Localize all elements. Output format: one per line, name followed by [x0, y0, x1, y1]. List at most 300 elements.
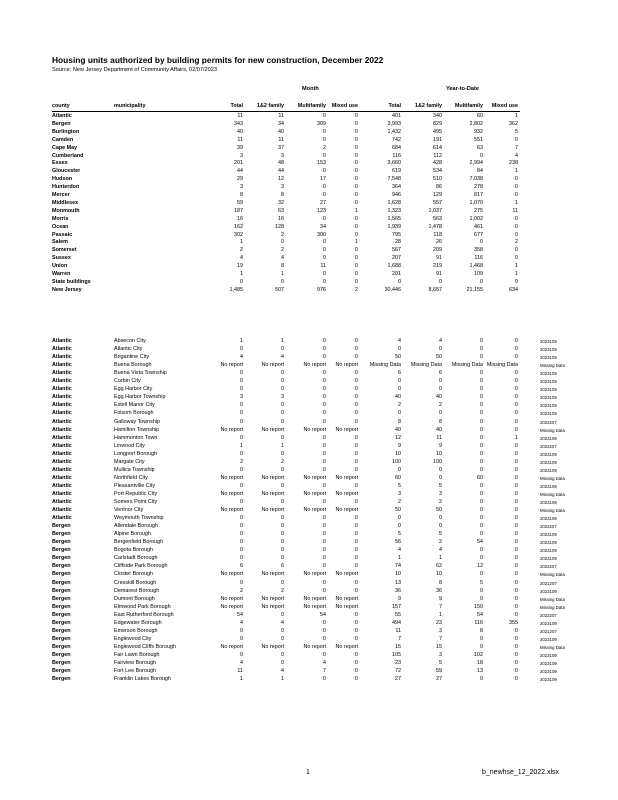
cell-value: 0: [515, 563, 518, 570]
county-name: Atlantic: [52, 370, 72, 377]
county-name: Morris: [52, 215, 69, 222]
cell-value: 0: [355, 555, 358, 562]
cell-value: 0: [355, 619, 358, 626]
cell-value: 0: [323, 136, 326, 143]
cell-value: No report: [335, 507, 358, 514]
cell-value: 0: [281, 370, 284, 377]
cell-value: 300: [317, 231, 326, 238]
municipality-name: Franklin Lakes Borough: [114, 676, 171, 683]
cell-value: 0: [355, 215, 358, 222]
cell-value: 0: [439, 515, 442, 522]
cell-value: 0: [355, 136, 358, 143]
county-name: Atlantic: [52, 442, 72, 449]
cell-value: 932: [474, 128, 483, 135]
cell-value: No report: [261, 362, 284, 369]
county-name: Atlantic: [52, 362, 72, 369]
municipality-row: [0, 571, 618, 578]
cell-value: 74: [395, 563, 401, 570]
cell-value: 0: [439, 378, 442, 385]
cell-value: 0: [323, 531, 326, 538]
cell-value: 0: [355, 271, 358, 277]
municipality-name: Linwood City: [114, 442, 145, 449]
cell-value: 0: [355, 660, 358, 666]
cell-value: 0: [240, 579, 243, 586]
cell-value: 302: [234, 231, 243, 238]
county-name: Atlantic: [52, 354, 72, 361]
cell-value: 2: [439, 539, 442, 546]
cell-value: No report: [220, 571, 243, 578]
cell-value: 0: [480, 418, 483, 425]
municipality-name: Ventnor City: [114, 507, 144, 514]
municipality-name: Egg Harbor City: [114, 386, 153, 393]
county-name: Middlesex: [52, 199, 79, 206]
cell-value: 494: [392, 619, 401, 626]
cell-value: 0: [240, 278, 243, 285]
cell-value: 0: [240, 410, 243, 417]
cell-value: 2: [439, 499, 442, 505]
cell-value: 63: [278, 207, 284, 214]
cell-value: No report: [261, 426, 284, 433]
cell-value: 401: [392, 113, 401, 119]
cell-value: 0: [355, 531, 358, 538]
cell-value: 0: [439, 346, 442, 353]
cell-value: No report: [335, 571, 358, 578]
county-row: [0, 247, 618, 254]
cell-value: 0: [355, 231, 358, 238]
cell-value: 162: [234, 223, 243, 230]
cell-value: No report: [335, 474, 358, 481]
municipality-name: Folsom Borough: [114, 410, 154, 417]
cell-value: 207: [392, 255, 401, 262]
cell-value: 10: [395, 571, 401, 578]
cell-value: 37: [278, 144, 284, 151]
group-header-ytd: Year-to-Date: [446, 86, 479, 92]
cell-value: 0: [323, 482, 326, 489]
county-name: Burlington: [52, 128, 80, 135]
report-date: 2023109: [540, 403, 557, 409]
cell-value: 23: [395, 660, 401, 666]
municipality-name: Margate City: [114, 458, 145, 465]
cell-value: 0: [398, 386, 401, 393]
cell-value: 0: [515, 247, 518, 254]
cell-value: 0: [515, 386, 518, 393]
cell-value: 0: [515, 571, 518, 578]
county-name: Bergen: [52, 539, 71, 546]
report-date: 2023109: [540, 620, 557, 626]
county-row: [0, 153, 618, 160]
cell-value: 0: [480, 635, 483, 642]
municipality-row: [0, 652, 618, 659]
cell-value: 0: [515, 418, 518, 425]
cell-value: 5: [398, 482, 401, 489]
municipality-row: [0, 483, 618, 490]
cell-value: 3: [240, 394, 243, 401]
municipality-row: [0, 539, 618, 546]
cell-value: 5: [439, 531, 442, 538]
municipality-name: Brigantine City: [114, 354, 150, 361]
county-row: [0, 113, 618, 120]
col-ytd-total: Total: [388, 103, 401, 109]
municipality-name: Port Republic City: [114, 490, 158, 497]
county-name: Union: [52, 263, 68, 270]
cell-value: 2: [281, 587, 284, 594]
cell-value: 62: [436, 563, 442, 570]
cell-value: 0: [480, 450, 483, 457]
cell-value: 2: [355, 286, 358, 293]
county-name: Atlantic: [52, 507, 72, 514]
cell-value: 1,688: [387, 263, 401, 270]
cell-value: 0: [281, 450, 284, 457]
municipality-row: [0, 612, 618, 619]
cell-value: 0: [281, 523, 284, 530]
cell-value: No report: [303, 571, 326, 578]
cell-value: 1,432: [387, 128, 401, 135]
cell-value: 0: [355, 152, 358, 159]
cell-value: 1,323: [387, 207, 401, 214]
county-name: Atlantic: [52, 113, 72, 119]
cell-value: 358: [474, 247, 483, 254]
county-name: Atlantic: [52, 482, 72, 489]
cell-value: 0: [515, 184, 518, 191]
cell-value: 0: [480, 466, 483, 473]
cell-value: 0: [398, 466, 401, 473]
cell-value: 9: [398, 595, 401, 602]
county-name: Hunterdon: [52, 184, 80, 191]
cell-value: 0: [355, 434, 358, 441]
cell-value: 0: [240, 555, 243, 562]
cell-value: 7: [323, 668, 326, 675]
cell-value: 0: [281, 579, 284, 586]
report-date: 2023207: [540, 443, 557, 449]
cell-value: No report: [261, 490, 284, 497]
report-date: 2023109: [540, 379, 557, 385]
cell-value: 0: [515, 466, 518, 473]
report-date: Missing Data: [540, 427, 565, 433]
municipality-name: Galloway Township: [114, 418, 161, 425]
municipality-row: [0, 523, 618, 530]
cell-value: 40: [395, 394, 401, 401]
cell-value: 0: [323, 434, 326, 441]
cell-value: 2: [398, 499, 401, 505]
cell-value: 0: [480, 346, 483, 353]
cell-value: 1: [439, 555, 442, 562]
cell-value: 9: [439, 595, 442, 602]
cell-value: 3: [281, 184, 284, 191]
county-name: Bergen: [52, 651, 71, 658]
cell-value: 59: [237, 199, 243, 206]
cell-value: 0: [515, 223, 518, 230]
cell-value: 0: [323, 239, 326, 246]
cell-value: 1: [355, 207, 358, 214]
cell-value: 27: [436, 676, 442, 683]
cell-value: 8: [439, 418, 442, 425]
cell-value: 8: [398, 418, 401, 425]
county-name: Camden: [52, 136, 74, 143]
cell-value: No report: [335, 362, 358, 369]
cell-value: 946: [392, 192, 401, 198]
cell-value: 1,070: [469, 199, 483, 206]
cell-value: 428: [433, 160, 442, 167]
cell-value: 4: [240, 660, 243, 666]
header-divider: [52, 111, 520, 112]
municipality-row: [0, 475, 618, 482]
cell-value: 63: [477, 144, 483, 151]
cell-value: 0: [355, 338, 358, 344]
cell-value: 8: [439, 579, 442, 586]
cell-value: 6: [281, 563, 284, 570]
cell-value: 0: [240, 635, 243, 642]
cell-value: 0: [281, 635, 284, 642]
municipality-row: [0, 410, 618, 417]
cell-value: No report: [261, 595, 284, 602]
cell-value: 7,038: [469, 176, 483, 183]
cell-value: 0: [480, 587, 483, 594]
report-date: 2023109: [540, 459, 557, 465]
cell-value: 40: [278, 128, 284, 135]
cell-value: 0: [355, 278, 358, 285]
county-name: Bergen: [52, 660, 71, 666]
cell-value: 91: [436, 271, 442, 277]
municipality-row: [0, 668, 618, 675]
cell-value: 0: [323, 587, 326, 594]
municipality-row: [0, 402, 618, 409]
cell-value: 0: [515, 555, 518, 562]
report-date: 2021207: [540, 628, 557, 634]
report-date: Missing Data: [540, 475, 565, 481]
cell-value: 44: [278, 168, 284, 175]
county-name: Hudson: [52, 176, 73, 183]
cell-value: 0: [480, 434, 483, 441]
county-row: [0, 271, 618, 278]
report-date: Missing Data: [540, 491, 565, 497]
cell-value: 0: [515, 370, 518, 377]
cell-value: 0: [240, 466, 243, 473]
cell-value: 105: [392, 651, 401, 658]
county-name: Somerset: [52, 247, 77, 254]
cell-value: 0: [281, 466, 284, 473]
municipality-name: Estell Manor City: [114, 402, 155, 409]
cell-value: 795: [392, 231, 401, 238]
municipality-row: [0, 604, 618, 611]
cell-value: 7: [398, 635, 401, 642]
cell-value: 40: [237, 128, 243, 135]
cell-value: No report: [303, 490, 326, 497]
cell-value: 48: [278, 160, 284, 167]
cell-value: 0: [355, 402, 358, 409]
cell-value: 1: [240, 442, 243, 449]
cell-value: 60: [395, 474, 401, 481]
cell-value: 27: [395, 676, 401, 683]
municipality-name: Bergenfield Borough: [114, 539, 164, 546]
cell-value: 59: [436, 668, 442, 675]
report-date: 2023109: [540, 411, 557, 417]
county-name: Salem: [52, 239, 68, 246]
county-row: [0, 137, 618, 144]
report-date: 2023109: [540, 588, 557, 594]
cell-value: 4: [323, 660, 326, 666]
report-date: Missing Data: [540, 604, 565, 610]
cell-value: 0: [355, 611, 358, 618]
municipality-row: [0, 507, 618, 514]
cell-value: No report: [261, 571, 284, 578]
report-date: 2023109: [540, 467, 557, 473]
cell-value: 0: [281, 482, 284, 489]
county-name: Atlantic: [52, 466, 72, 473]
cell-value: 0: [355, 223, 358, 230]
cell-value: No report: [220, 603, 243, 610]
cell-value: 0: [323, 579, 326, 586]
cell-value: 11: [436, 434, 442, 441]
municipality-row: [0, 467, 618, 474]
cell-value: 0: [323, 539, 326, 546]
cell-value: 34: [278, 120, 284, 127]
cell-value: 0: [281, 547, 284, 554]
cell-value: 0: [323, 255, 326, 262]
cell-value: No report: [220, 474, 243, 481]
cell-value: 0: [355, 466, 358, 473]
cell-value: 0: [480, 482, 483, 489]
cell-value: 11: [278, 136, 284, 143]
cell-value: 0: [323, 499, 326, 505]
cell-value: 7: [439, 635, 442, 642]
cell-value: 0: [355, 635, 358, 642]
county-row: [0, 121, 618, 128]
cell-value: 1: [515, 271, 518, 277]
cell-value: 116: [392, 152, 401, 159]
cell-value: 0: [281, 651, 284, 658]
cell-value: 150: [474, 603, 483, 610]
cell-value: 0: [515, 499, 518, 505]
cell-value: No report: [303, 507, 326, 514]
county-name: Atlantic: [52, 394, 72, 401]
report-date: 2023109: [540, 451, 557, 457]
county-row: [0, 216, 618, 223]
cell-value: 0: [515, 531, 518, 538]
cell-value: 0: [355, 539, 358, 546]
municipality-name: Corbin City: [114, 378, 141, 385]
cell-value: 1: [281, 271, 284, 277]
municipality-row: [0, 459, 618, 466]
cell-value: 0: [240, 386, 243, 393]
cell-value: 0: [355, 354, 358, 361]
cell-value: 0: [281, 346, 284, 353]
county-name: Bergen: [52, 635, 71, 642]
cell-value: 11: [512, 207, 518, 214]
county-row: [0, 160, 618, 167]
municipality-row: [0, 588, 618, 595]
cell-value: 5: [439, 482, 442, 489]
cell-value: 8: [480, 627, 483, 634]
cell-value: 0: [480, 531, 483, 538]
col-ytd-12family: 1&2 family: [415, 103, 442, 109]
cell-value: 1,939: [387, 223, 401, 230]
cell-value: 0: [323, 627, 326, 634]
cell-value: 109: [474, 271, 483, 277]
cell-value: 976: [317, 286, 326, 293]
cell-value: 3: [439, 651, 442, 658]
cell-value: 0: [323, 215, 326, 222]
cell-value: 3: [281, 394, 284, 401]
cell-value: 0: [515, 410, 518, 417]
cell-value: 0: [515, 587, 518, 594]
county-name: Bergen: [52, 120, 71, 127]
cell-value: No report: [261, 643, 284, 650]
cell-value: 0: [355, 442, 358, 449]
cell-value: 0: [355, 627, 358, 634]
report-date: 2023109: [540, 371, 557, 377]
county-name: Passaic: [52, 231, 73, 238]
cell-value: 116: [474, 255, 483, 262]
cell-value: 0: [323, 354, 326, 361]
cell-value: 4: [398, 547, 401, 554]
cell-value: 0: [323, 635, 326, 642]
cell-value: 8: [240, 192, 243, 198]
cell-value: 3,993: [387, 120, 401, 127]
cell-value: Missing Data: [410, 362, 442, 369]
cell-value: 0: [398, 346, 401, 353]
cell-value: 0: [515, 523, 518, 530]
cell-value: 54: [477, 539, 483, 546]
cell-value: 0: [323, 394, 326, 401]
cell-value: 50: [395, 354, 401, 361]
cell-value: 0: [355, 160, 358, 167]
cell-value: No report: [303, 603, 326, 610]
cell-value: Missing Data: [451, 362, 483, 369]
cell-value: 0: [439, 386, 442, 393]
cell-value: 0: [398, 515, 401, 522]
cell-value: 15: [436, 643, 442, 650]
county-row: [0, 255, 618, 262]
municipality-name: Somers Point City: [114, 499, 158, 505]
municipality-name: Demarest Borough: [114, 587, 160, 594]
cell-value: 0: [515, 603, 518, 610]
cell-value: 17: [320, 176, 326, 183]
cell-value: 40: [395, 426, 401, 433]
cell-value: 0: [323, 410, 326, 417]
cell-value: 0: [515, 176, 518, 183]
cell-value: 0: [480, 278, 483, 285]
county-row: [0, 232, 618, 239]
cell-value: 0: [355, 394, 358, 401]
cell-value: 55: [395, 611, 401, 618]
cell-value: 191: [433, 136, 442, 143]
cell-value: No report: [303, 474, 326, 481]
report-date: 2023109: [540, 652, 557, 658]
cell-value: 3: [439, 490, 442, 497]
county-name: Atlantic: [52, 515, 72, 522]
col-ytd-multifamily: Multifamily: [454, 103, 483, 109]
municipality-row: [0, 338, 618, 345]
cell-value: No report: [303, 362, 326, 369]
county-name: Warren: [52, 271, 71, 277]
cell-value: 0: [281, 418, 284, 425]
municipality-row: [0, 354, 618, 361]
cell-value: 0: [515, 136, 518, 143]
cell-value: No report: [335, 595, 358, 602]
cell-value: 5: [439, 660, 442, 666]
cell-value: 21,155: [466, 286, 483, 293]
county-name: Sussex: [52, 255, 71, 262]
cell-value: 0: [398, 278, 401, 285]
cell-value: No report: [261, 474, 284, 481]
cell-value: 0: [480, 386, 483, 393]
cell-value: 2: [240, 587, 243, 594]
cell-value: 0: [323, 523, 326, 530]
cell-value: 461: [474, 223, 483, 230]
page-number: 1: [306, 769, 310, 776]
cell-value: 0: [355, 410, 358, 417]
cell-value: 0: [281, 434, 284, 441]
